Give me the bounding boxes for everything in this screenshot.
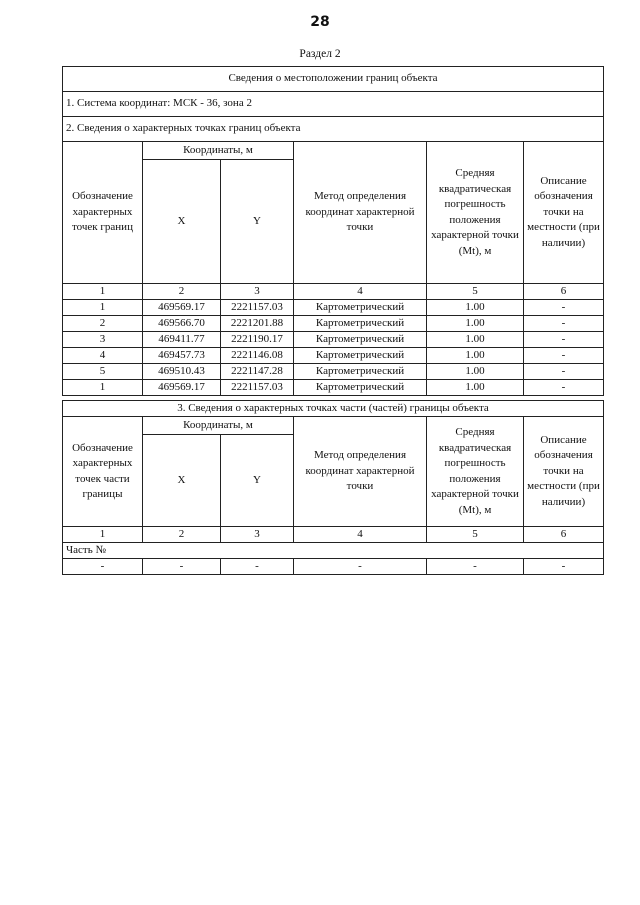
index-row — [63, 527, 604, 543]
index-cell: 2 — [143, 527, 221, 543]
point-number: 4 — [63, 348, 143, 364]
part-label: Часть № — [63, 543, 604, 559]
part-boundary-points-table — [62, 400, 604, 575]
header-method: Метод определения координат характерной точки — [294, 417, 427, 527]
method: Картометрический — [294, 316, 427, 332]
error-value: 1.00 — [427, 348, 524, 364]
table-row — [63, 559, 604, 575]
method: Картометрический — [294, 364, 427, 380]
index-cell: 1 — [63, 284, 143, 300]
description: - — [524, 348, 604, 364]
index-cell: 2 — [143, 284, 221, 300]
header-designation: Обозначение характерных точек границ — [63, 142, 143, 284]
table-row — [63, 316, 604, 332]
x-coordinate: - — [143, 559, 221, 575]
coordinate-system: 1. Система координат: МСК - 36, зона 2 — [63, 92, 604, 117]
x-coordinate: 469411.77 — [143, 332, 221, 348]
index-cell: 3 — [221, 527, 294, 543]
header-y: Y — [221, 435, 294, 527]
index-cell: 6 — [524, 284, 604, 300]
header-description: Описание обозначения точки на местности (при наличии) — [524, 142, 604, 284]
y-coordinate: 2221157.03 — [221, 300, 294, 316]
x-coordinate: 469569.17 — [143, 380, 221, 396]
error-value: 1.00 — [427, 316, 524, 332]
index-cell: 3 — [221, 284, 294, 300]
point-number: - — [63, 559, 143, 575]
y-coordinate: 2221190.17 — [221, 332, 294, 348]
index-cell: 4 — [294, 284, 427, 300]
index-cell: 1 — [63, 527, 143, 543]
description: - — [524, 332, 604, 348]
part-heading: 3. Сведения о характерных точках части (частей) границы объекта — [63, 401, 604, 417]
description: - — [524, 316, 604, 332]
header-method: Метод определения координат характерной точки — [294, 142, 427, 284]
header-x: X — [143, 160, 221, 284]
point-number: 2 — [63, 316, 143, 332]
table-row — [63, 332, 604, 348]
error-value: 1.00 — [427, 300, 524, 316]
header-coordinates: Координаты, м — [143, 417, 294, 435]
error-value: 1.00 — [427, 380, 524, 396]
section-title: Сведения о местоположении границ объекта — [63, 67, 604, 92]
method: Картометрический — [294, 332, 427, 348]
table-row — [63, 364, 604, 380]
header-designation: Обозначение характерных точек части границы — [63, 417, 143, 527]
description: - — [524, 559, 604, 575]
method: Картометрический — [294, 380, 427, 396]
description: - — [524, 380, 604, 396]
point-number: 3 — [63, 332, 143, 348]
points-heading: 2. Сведения о характерных точках границ объекта — [63, 117, 604, 142]
table-row — [63, 300, 604, 316]
header-x: X — [143, 435, 221, 527]
description: - — [524, 364, 604, 380]
error-value: 1.00 — [427, 364, 524, 380]
x-coordinate: 469566.70 — [143, 316, 221, 332]
description: - — [524, 300, 604, 316]
table-row — [63, 348, 604, 364]
y-coordinate: 2221146.08 — [221, 348, 294, 364]
table-row — [63, 380, 604, 396]
error-value: - — [427, 559, 524, 575]
x-coordinate: 469569.17 — [143, 300, 221, 316]
point-number: 1 — [63, 300, 143, 316]
point-number: 1 — [63, 380, 143, 396]
x-coordinate: 469457.73 — [143, 348, 221, 364]
y-coordinate: 2221157.03 — [221, 380, 294, 396]
header-description: Описание обозначения точки на местности (при наличии) — [524, 417, 604, 527]
header-error: Средняя квадратическая погрешность положения характерной точки (Mt), м — [427, 417, 524, 527]
header-error: Средняя квадратическая погрешность положения характерной точки (Mt), м — [427, 142, 524, 284]
y-coordinate: 2221201.88 — [221, 316, 294, 332]
index-cell: 4 — [294, 527, 427, 543]
index-row — [63, 284, 604, 300]
y-coordinate: - — [221, 559, 294, 575]
index-cell: 5 — [427, 527, 524, 543]
x-coordinate: 469510.43 — [143, 364, 221, 380]
method: Картометрический — [294, 348, 427, 364]
method: Картометрический — [294, 300, 427, 316]
point-number: 5 — [63, 364, 143, 380]
index-cell: 5 — [427, 284, 524, 300]
section-label: Раздел 2 — [299, 48, 341, 60]
page-number: 28 — [310, 14, 330, 30]
y-coordinate: 2221147.28 — [221, 364, 294, 380]
index-cell: 6 — [524, 527, 604, 543]
error-value: 1.00 — [427, 332, 524, 348]
header-y: Y — [221, 160, 294, 284]
boundary-points-table — [62, 66, 604, 396]
method: - — [294, 559, 427, 575]
header-coordinates: Координаты, м — [143, 142, 294, 160]
